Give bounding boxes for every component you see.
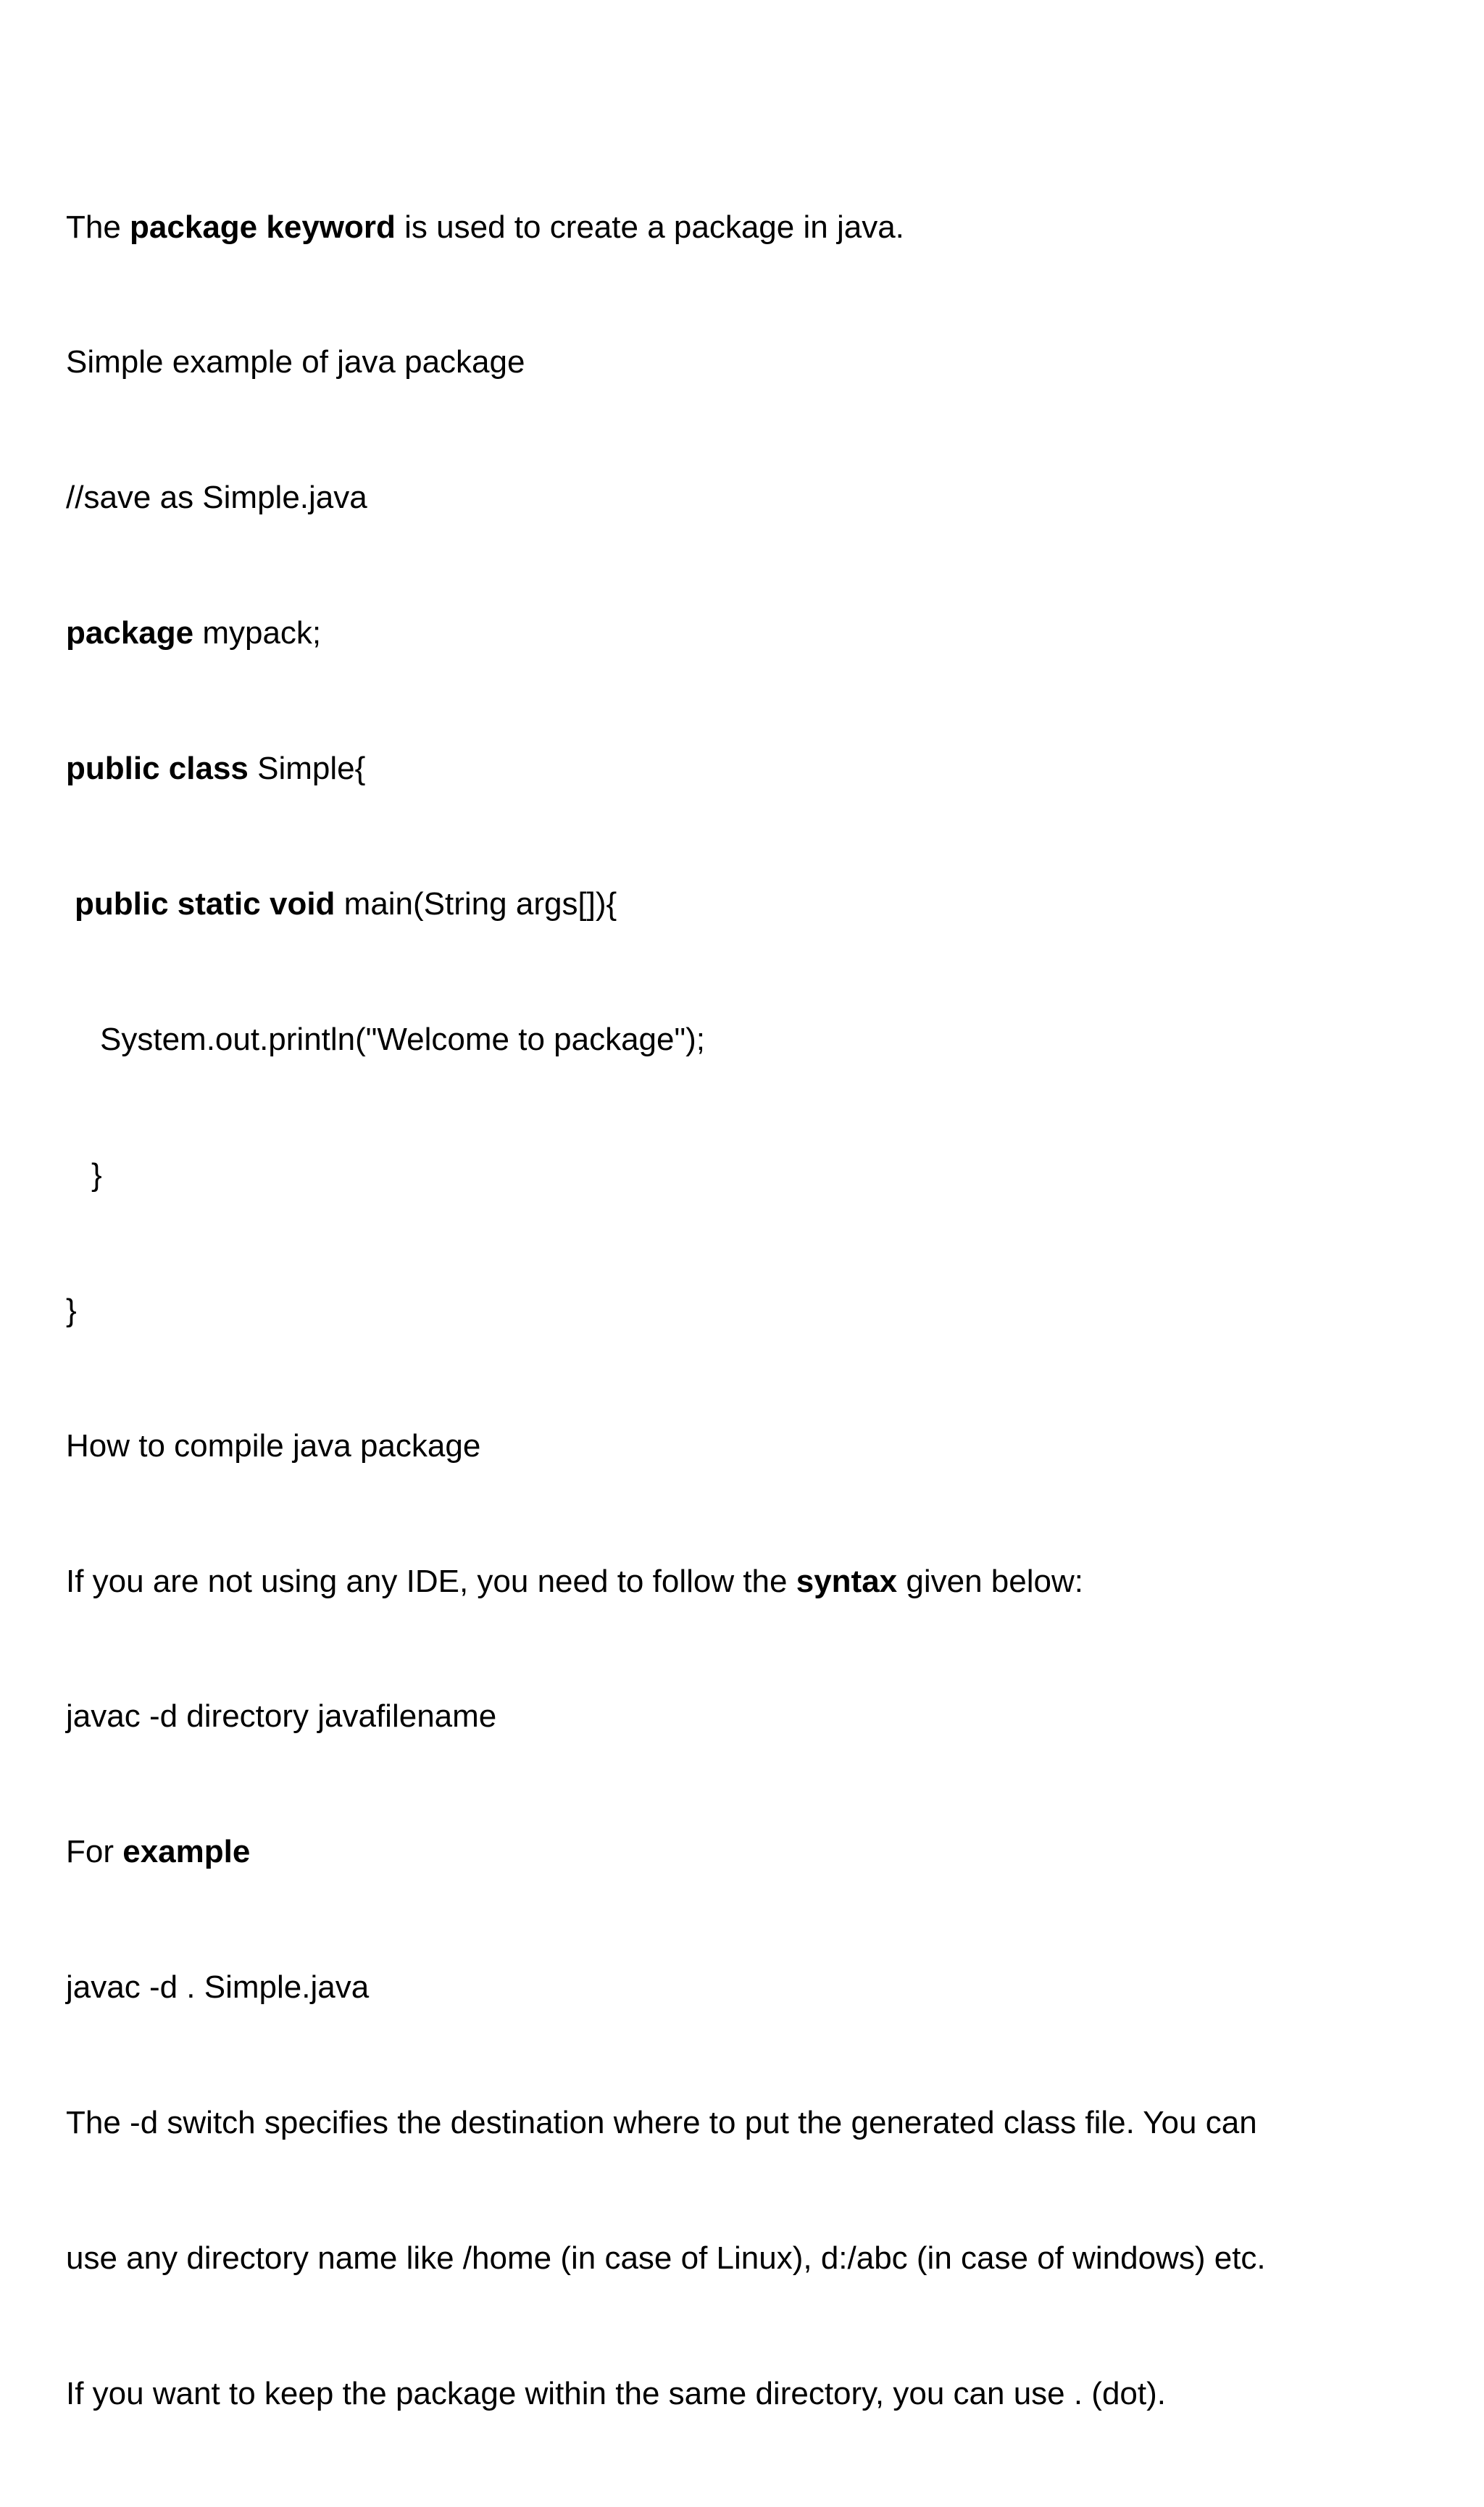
text-line-javac-example: javac -d . Simple.java: [66, 1969, 370, 2006]
text-line-switch-desc-2: use any directory name like /home (in case of Linux), d:/abc (in case of windows) etc.: [66, 2240, 1266, 2276]
code-line-class-decl: public class Simple{: [66, 751, 366, 787]
text-line-package-keyword: The package keyword is used to create a package in java.: [66, 209, 904, 245]
code-line-main-decl: public static void main(String args[]){: [75, 886, 617, 922]
code-line-close-class: }: [66, 1292, 77, 1328]
text-line-switch-desc-1: The -d switch specifies the destination where to put the generated class file. You can: [66, 2105, 1257, 2141]
text-line-javac-syntax: javac -d directory javafilename: [66, 1698, 497, 1735]
text-line-switch-desc-3: If you want to keep the package within the same directory, you can use . (dot).: [66, 2375, 1166, 2411]
text-line-for-example: For example: [66, 1834, 251, 1870]
code-line-println: System.out.println("Welcome to package");: [100, 1021, 705, 1057]
code-line-package: package mypack;: [66, 615, 322, 651]
code-line-comment: //save as Simple.java: [66, 480, 367, 516]
slide-body: [66, 114, 1443, 2507]
text-line-syntax: If you are not using any IDE, you need to follow the syntax given below:: [66, 1563, 1083, 1599]
code-line-close-method: }: [91, 1156, 102, 1193]
text-line-example-heading: Simple example of java package: [66, 344, 525, 380]
text-line-compile-heading: How to compile java package: [66, 1427, 481, 1464]
